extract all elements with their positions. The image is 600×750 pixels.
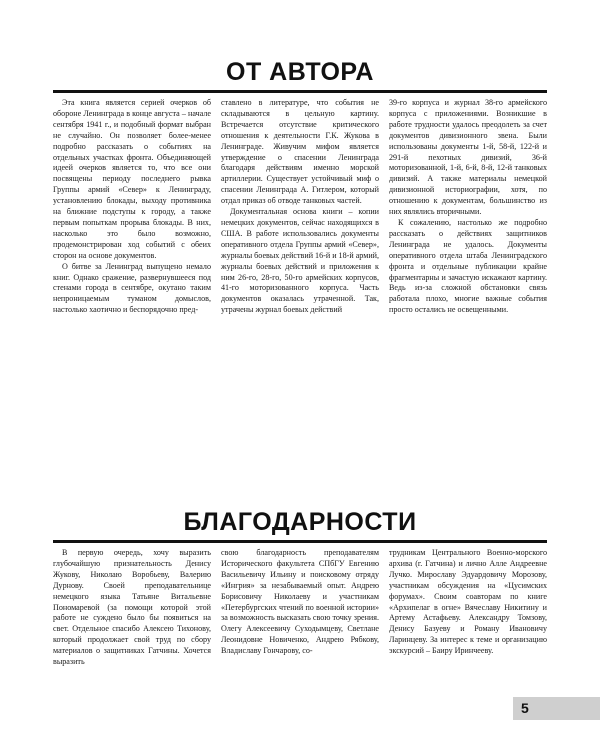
- paragraph: 39-го корпуса и журнал 38-го армейского корпуса с приложениями. Возникшие в работе трудности удалось преодолеть за счет документов дивизионного звена. Были использованы документы 1-й, 58-й, 122-й и 291-й пехотных дивизий, 36-й моторизованной, 1-й, 6-й, 8-й, 12-й танковых дивизий. А также материалы немецкой дивизионной историографии, хотя, по отношению к документам, большинство из них являлись вторичными.: [389, 98, 547, 217]
- author-column-2: [221, 98, 379, 398]
- thanks-section-title: БЛАГОДАРНОСТИ: [183, 508, 417, 536]
- paragraph: Документальная основа книги – копии немецких документов, сейчас находящихся в США. В работе использовались документы оперативного отдела Группы армий «Север», журналы боевых действий 16-й и 18-й армий, журналы боевых действий и приложения к ним 26-го, 28-го, 50-го армейских корпусов, 41-го моторизованного корпуса. Часть документов оказалась утраченной. Так, утрачены журнал боевых действий: [221, 207, 379, 315]
- thanks-title-underline: [53, 540, 547, 543]
- paragraph: свою благодарность преподавателям Исторического факультета СПбГУ Евгению Васильевичу Ильину и поисковому отряду «Ингрия» за незабываемый опыт. Андрею Борисовичу Николаеву и участникам «Петербургских чтений по военной истории» за возможность высказать свою точку зрения. Олегу Алексеевичу Суходымцеву, Светлане Леонидовне Новиченко, Андрею Рябкову, Владиславу Гончарову, со-: [221, 548, 379, 656]
- paragraph: О битве за Ленинград выпущено немало книг. Однако сражение, развернувшееся под стенами города в сентябре, окутано таким непроницаемым туманом домыслов, настолько хаотично и беспорядочно пред-: [53, 261, 211, 315]
- paragraph: трудникам Центрального Военно-морского архива (г. Гатчина) и лично Алле Андреевне Лучко. Мирославу Эдуардовичу Морозову, участникам обсуждения на «Цусимских форумах». Своим соавторам по книге «Архипелаг в огне» Вячеславу Никитину и Артему Астафьеву. Александру Томзову, Денису Базуеву и Роману Ивановичу Ларинцеву. За интерес к теме и организацию экскурсий – Баиру Иринчееву.: [389, 548, 547, 656]
- paragraph: Эта книга является серией очерков об обороне Ленинграда в конце августа – начале сентября 1941 г., и подобный формат выбран не случайно. Он позволяет более-менее подробно рассказать о событиях на отдельных участках фронта. Объединяющей идеей очерков является то, что все они посвящены периоду последнего рывка Группы армий «Север» к Ленинграду, установлению блокады, выходу противника на ближние подступы к городу, а также первым попыткам прорыва блокады. В них, насколько это было возможно, продемонстрирован ход событий с обеих сторон на основе документов.: [53, 98, 211, 260]
- author-section-title: ОТ АВТОРА: [226, 58, 374, 86]
- author-title-underline: [53, 90, 547, 93]
- paragraph: В первую очередь, хочу выразить глубочайшую признательность Денису Жукову, Николаю Воробьеву, Валерию Дурнову. Своей преподавательнице немецкого языка Татьяне Витальевне Пономаревой (за помощи которой этой работе не суждено было бы появиться на свет. Отдельное спасибо Алексею Тихонову, который продолжает свой труд по сбору материалов о защитниках Гатчины. Хочется выразить: [53, 548, 211, 667]
- paragraph: К сожалению, настолько же подробно рассказать о действиях защитников Ленинграда не удалось. Документы оперативного отдела штаба Ленинградского фронта и отдельные публикации крайне фрагментарны и зачастую искажают картину. Ведь из-за сложной обстановки связь работала плохо, многие важные события просто остались не освещенными.: [389, 217, 547, 315]
- page-number: 5: [521, 700, 529, 716]
- author-column-3: [389, 98, 547, 398]
- thanks-column-3: [389, 548, 547, 693]
- thanks-section-body: [53, 548, 547, 693]
- thanks-column-1: [53, 548, 211, 693]
- author-column-1: [53, 98, 211, 398]
- paragraph: ставлено в литературе, что события не складываются в цельную картину. Встречается отсутствие критического отношения к деятельности Г.К. Жукова в Ленинграде. Живучим мифом является утверждение о спасении Ленинграда благодаря действиям именно морской артиллерии. Существует устойчивый миф о спасении Ленинграда А. Гитлером, который отдал приказ об отводе танковых частей.: [221, 98, 379, 206]
- thanks-column-2: [221, 548, 379, 693]
- page-number-tab: [513, 697, 600, 720]
- author-section-body: [53, 98, 547, 398]
